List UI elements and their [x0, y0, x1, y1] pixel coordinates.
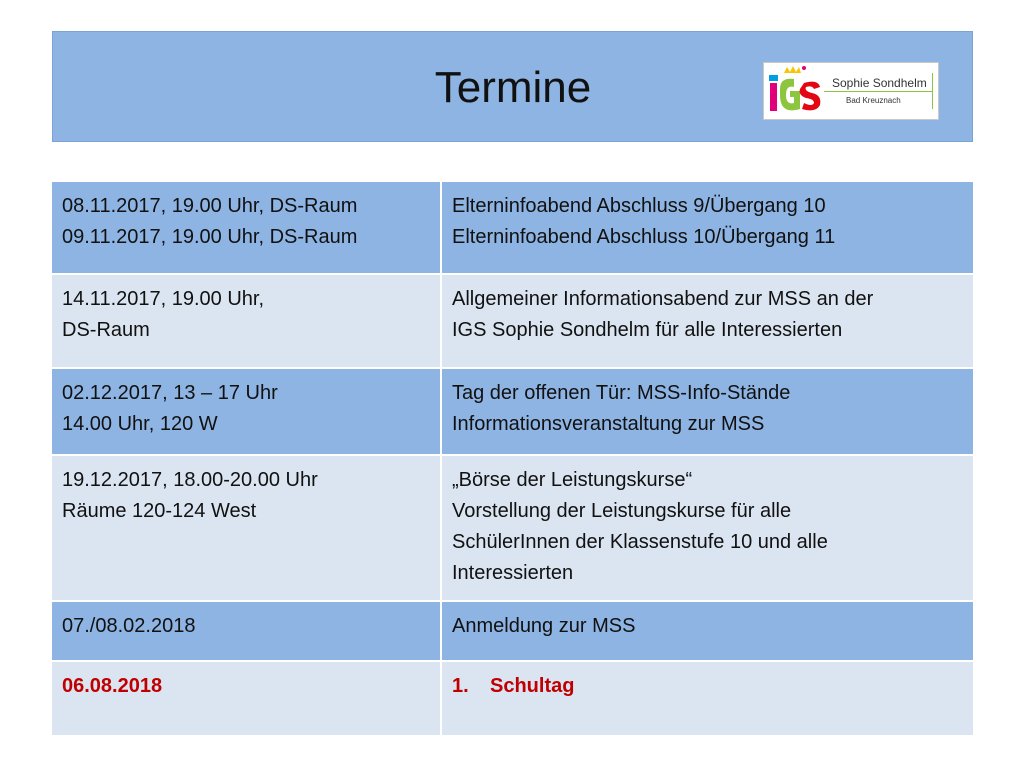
- event-line: Interessierten: [452, 562, 574, 584]
- event-cell: [441, 455, 973, 601]
- date-line: 14.00 Uhr, 120 W: [62, 413, 218, 435]
- list-number: 1.: [452, 675, 469, 697]
- table-row: [52, 274, 973, 368]
- date-line: DS-Raum: [62, 319, 150, 341]
- event-line-highlight: [452, 671, 963, 702]
- event-line: Elterninfoabend Abschluss 9/Übergang 10: [452, 195, 826, 217]
- event-cell: [441, 661, 973, 736]
- date-cell: [52, 455, 441, 601]
- date-line: 07./08.02.2018: [62, 615, 196, 637]
- table-row: [52, 368, 973, 455]
- logo-school-name: Sophie Sondhelm: [832, 76, 927, 90]
- table-row: [52, 661, 973, 736]
- event-cell: [441, 601, 973, 661]
- date-line: 19.12.2017, 18.00-20.00 Uhr: [62, 469, 318, 491]
- event-line: Elterninfoabend Abschluss 10/Übergang 11: [452, 226, 836, 248]
- event-line: Allgemeiner Informationsabend zur MSS an der: [452, 288, 874, 310]
- school-logo: [763, 62, 939, 120]
- title-bar: [52, 31, 973, 142]
- event-cell: [441, 182, 973, 274]
- event-line: Tag der offenen Tür: MSS-Info-Stände: [452, 382, 791, 404]
- date-line-highlight: 06.08.2018: [62, 675, 163, 697]
- event-line: SchülerInnen der Klassenstufe 10 und alle: [452, 531, 828, 553]
- event-line: Vorstellung der Leistungskurse für alle: [452, 500, 792, 522]
- date-line: 08.11.2017, 19.00 Uhr, DS-Raum: [62, 195, 358, 217]
- event-line: Informationsveranstaltung zur MSS: [452, 413, 765, 435]
- logo-divider-line: [824, 91, 932, 92]
- date-line: 02.12.2017, 13 – 17 Uhr: [62, 382, 278, 404]
- date-cell: [52, 274, 441, 368]
- date-cell: [52, 661, 441, 736]
- table-row: [52, 601, 973, 661]
- table-row: [52, 182, 973, 274]
- event-text: Schultag: [490, 675, 575, 697]
- slide-title: Termine: [434, 62, 592, 112]
- date-line: 14.11.2017, 19.00 Uhr,: [62, 288, 265, 310]
- event-cell: [441, 274, 973, 368]
- date-cell: [52, 368, 441, 455]
- logo-divider-vertical: [932, 73, 933, 109]
- event-cell: [441, 368, 973, 455]
- igs-logo-icon: [764, 63, 828, 121]
- event-line: Anmeldung zur MSS: [452, 615, 636, 637]
- date-line: Räume 120-124 West: [62, 500, 257, 522]
- date-line: 09.11.2017, 19.00 Uhr, DS-Raum: [62, 226, 358, 248]
- schedule-table: [52, 182, 973, 737]
- date-cell: [52, 182, 441, 274]
- table-row: [52, 455, 973, 601]
- date-cell: [52, 601, 441, 661]
- event-line: „Börse der Leistungskurse“: [452, 469, 693, 491]
- event-line: IGS Sophie Sondhelm für alle Interessierten: [452, 319, 843, 341]
- logo-location: Bad Kreuznach: [846, 96, 901, 105]
